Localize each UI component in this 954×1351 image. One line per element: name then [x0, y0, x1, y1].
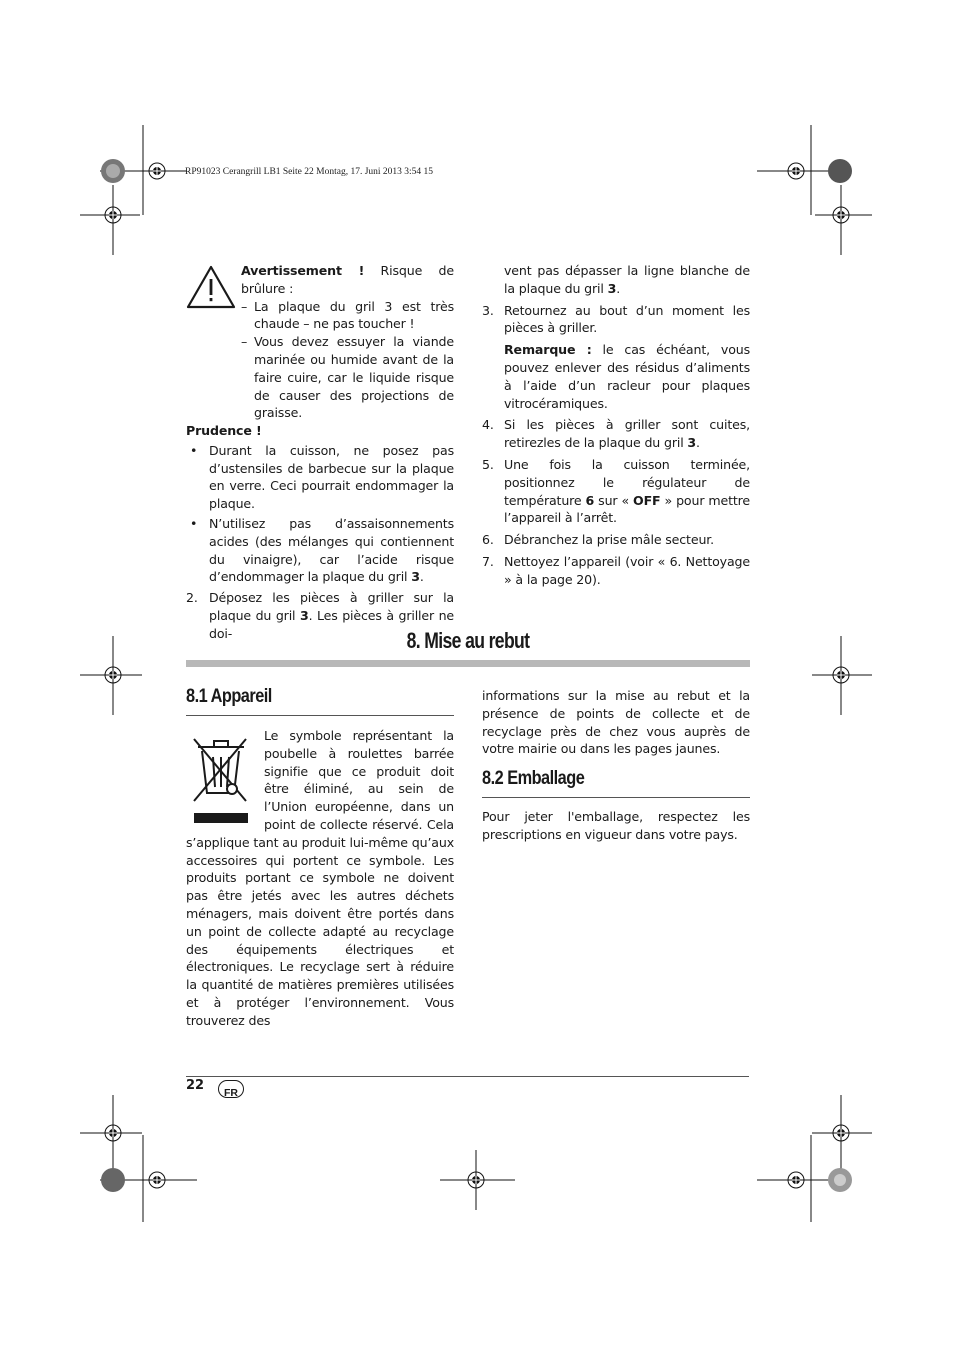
step-6: 6. Débranchez la prise mâle secteur. [482, 532, 714, 548]
section-rule [186, 660, 750, 667]
subsection-title-appareil: 8.1 Appareil [186, 686, 272, 707]
appareil-text-continued: informations sur la mise au rebut et la présence de points de collecte et de recyclage près de chez vous auprès de votre mairie ou dans les pages jaunes. [482, 688, 750, 757]
caution-block [186, 422, 455, 641]
caution-bullet: • N’utilisez pas d’assaisonnements acides (des mélanges qui contiennent du vinaigre), car l’acide risque d’endommager la plaque du gril 3. [190, 515, 454, 585]
warning-item: – La plaque du gril 3 est très chaude – ne pas toucher ! [241, 298, 454, 332]
step-2: 2. Déposez les pièces à griller sur la plaque du gril 3. Les pièces à griller ne doi- [186, 590, 455, 641]
step-5: 5. Une fois la cuisson terminée, positionnez le régulateur de température 6 sur « OFF » pour mettre l’appareil à l’arrêt. [482, 456, 750, 526]
warning-item: – Vous devez essuyer la viande marinée ou humide avant de la faire cuire, car le liquide risque de causer des projections de graisse. [241, 334, 454, 421]
step-7: 7. Nettoyez l’appareil (voir « 6. Nettoyage » à la page 20). [482, 553, 750, 587]
steps-right [482, 262, 750, 589]
step-3: 3. Retournez au bout d’un moment les pièces à griller. [482, 302, 750, 336]
section-title: 8. Mise au rebut [406, 628, 530, 653]
page-number: 22 [186, 1078, 205, 1093]
language-badge: FR [218, 1080, 244, 1098]
step-4: 4. Si les pièces à griller sont cuites, retirezles de la plaque du gril 3. [482, 417, 750, 451]
warning-block [241, 262, 454, 422]
caution-bullet: • Durant la cuisson, ne posez pas d’ustensiles de barbecue sur la plaque en verre. Ceci pourrait endommager la plaque. [190, 442, 454, 512]
warning-icon [186, 264, 236, 310]
caution-title: Prudence ! [186, 423, 262, 438]
appareil-text: Le symbole représentant la poubelle à roulettes barrée signifie que ce produit doit être éliminé, au sein de l’Union européenne, dans un point de collecte réservé. Cela s’applique tant au produit lui-même qu’aux accessoires qui portent ce symbole. Les produits portant ce symbole ne doivent pas être jetés avec les autres déchets ménagers, mais doivent être portés dans un point de collecte adapté au recyclage des équipements électriques et électroniques. Le recyclage sert à réduire la quantité de matières premières utilisées et à protéger l’environnement. Vous trouverez des [186, 728, 454, 1028]
warning-title: Avertissement ! [241, 263, 365, 278]
print-info-header: RP91023 Cerangrill LB1 Seite 22 Montag, 17. Juni 2013 3:54 15 [185, 167, 434, 177]
footer-rule [186, 1076, 749, 1077]
subsection-rule [482, 797, 750, 798]
subsection-title-emballage: 8.2 Emballage [482, 768, 585, 789]
subsection-rule [186, 715, 454, 716]
emballage-text: Pour jeter l'emballage, respectez les prescriptions en vigueur dans votre pays. [482, 809, 750, 842]
section-heading [186, 628, 750, 654]
step-3-note: Remarque : le cas échéant, vous pouvez enlever des résidus d’aliments à l’aide d’un racleur pour plaques vitrocéramiques. [504, 342, 751, 411]
step-2-continued: vent pas dépasser la ligne blanche de la plaque du gril 3. [504, 263, 750, 296]
note-label: Remarque : [504, 342, 592, 358]
warning-intro [241, 262, 454, 298]
warning-intro-text: Risque de brûlure : [241, 263, 454, 296]
